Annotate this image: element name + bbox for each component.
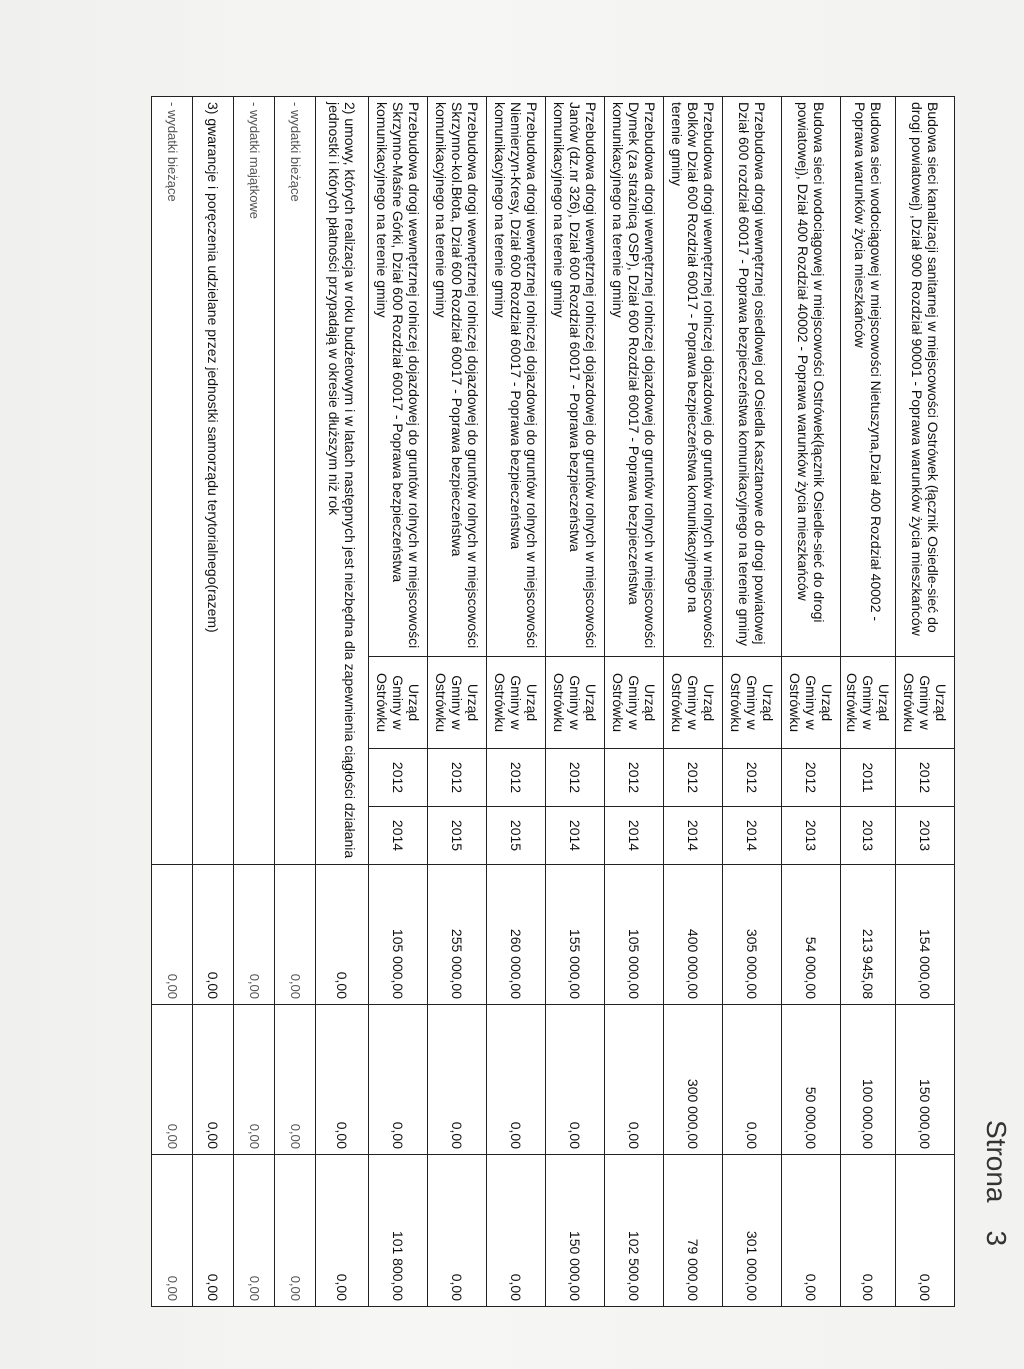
table-row — [723, 97, 782, 1307]
period-to: 2015 — [428, 807, 487, 865]
section-3-row — [193, 97, 234, 1307]
limit-year-2: 0,00 — [896, 1155, 955, 1307]
limit-year-2: 0,00 — [841, 1155, 896, 1307]
total-expenditure: 0,00 — [152, 865, 193, 1005]
period-from: 2012 — [664, 749, 723, 807]
responsible-unit: Urząd Gminy w Ostrówku — [841, 657, 896, 749]
total-expenditure: 0,00 — [316, 865, 369, 1005]
task-description: Przebudowa drogi wewnętrznej rolniczej dojazdowej do gruntów rolnych w miejscowości Skrzynno-Maśne Górki, Dział 600 Rozdział 60017 - Poprawa bezpieczeństwa komunikacyjnego na terenie gminy — [369, 97, 428, 657]
limit-year-2: 0,00 — [152, 1155, 193, 1307]
table-row — [428, 97, 487, 1307]
table-row — [369, 97, 428, 1307]
period-from: 2012 — [428, 749, 487, 807]
page-number: 3 — [981, 1230, 1012, 1247]
responsible-unit: Urząd Gminy w Ostrówku — [487, 657, 546, 749]
responsible-unit: Urząd Gminy w Ostrówku — [369, 657, 428, 749]
limit-year-1: 0,00 — [234, 1005, 275, 1155]
limit-year-1: 0,00 — [316, 1005, 369, 1155]
limit-year-1: 100 000,00 — [841, 1005, 896, 1155]
current-expenses-label: - wydatki bieżące — [275, 97, 316, 865]
section-2-label: 2) umowy, których realizacja w roku budżetowym i w latach następnych jest niezbędna dla zapewnienia ciągłości działania jednostki i których płatności przypadają w okresie dłuższym niż rok — [316, 97, 369, 865]
total-expenditure: 0,00 — [275, 865, 316, 1005]
period-from: 2012 — [896, 749, 955, 807]
limit-year-2: 150 000,00 — [546, 1155, 605, 1307]
limit-year-1: 0,00 — [605, 1005, 664, 1155]
limit-year-2: 102 500,00 — [605, 1155, 664, 1307]
limit-year-1: 0,00 — [723, 1005, 782, 1155]
period-to: 2013 — [896, 807, 955, 865]
task-description: Przebudowa drogi wewnętrznej rolniczej dojazdowej do gruntów rolnych w miejscowości Bolków Dział 600 Rozdział 60017 - Poprawa bezpieczeństwa komunikacyjnego na terenie gminy — [664, 97, 723, 657]
section-3-current-row — [152, 97, 193, 1307]
total-expenditure: 54 000,00 — [782, 865, 841, 1005]
responsible-unit: Urząd Gminy w Ostrówku — [664, 657, 723, 749]
limit-year-2: 101 800,00 — [369, 1155, 428, 1307]
limit-year-2: 0,00 — [428, 1155, 487, 1307]
period-from: 2012 — [546, 749, 605, 807]
period-to: 2014 — [723, 807, 782, 865]
limit-year-1: 0,00 — [487, 1005, 546, 1155]
responsible-unit: Urząd Gminy w Ostrówku — [782, 657, 841, 749]
period-to: 2015 — [487, 807, 546, 865]
section-3-label: 3) gwarancje i poręczenia udzielane przez jednostki samorządu terytorialnego(razem) — [193, 97, 234, 865]
table-row — [841, 97, 896, 1307]
limit-year-2: 0,00 — [782, 1155, 841, 1307]
limit-year-1: 0,00 — [152, 1005, 193, 1155]
period-from: 2012 — [605, 749, 664, 807]
total-expenditure: 105 000,00 — [605, 865, 664, 1005]
responsible-unit: Urząd Gminy w Ostrówku — [428, 657, 487, 749]
limit-year-1: 0,00 — [546, 1005, 605, 1155]
section-2-row — [316, 97, 369, 1307]
table-row — [664, 97, 723, 1307]
task-description: Przebudowa drogi wewnętrznej rolniczej dojazdowej do gruntów rolnych w miejscowości Skrzynno-kol.Błota, Dział 600 Rozdział 60017 - Poprawa bezpieczeństwa komunikacyjnego na terenie gminy — [428, 97, 487, 657]
capital-expenses-label: - wydatki majątkowe — [234, 97, 275, 865]
page-number-label — [980, 1120, 1012, 1246]
period-to: 2013 — [841, 807, 896, 865]
limit-year-2: 0,00 — [316, 1155, 369, 1307]
total-expenditure: 213 945,08 — [841, 865, 896, 1005]
period-from: 2012 — [782, 749, 841, 807]
limit-year-2: 301 000,00 — [723, 1155, 782, 1307]
limit-year-1: 0,00 — [369, 1005, 428, 1155]
total-expenditure: 305 000,00 — [723, 865, 782, 1005]
responsible-unit: Urząd Gminy w Ostrówku — [723, 657, 782, 749]
task-description: Przebudowa drogi wewnętrznej rolniczej dojazdowej do gruntów rolnych w miejscowości Janów (dz.nr 326), Dział 600 Rozdział 60017 - Poprawa bezpieczeństwa komunikacyjnego na terenie gminy — [546, 97, 605, 657]
total-expenditure: 105 000,00 — [369, 865, 428, 1005]
limit-year-1: 0,00 — [193, 1005, 234, 1155]
task-description: Budowa sieci wodociągowej w miejscowości Nietuszyna,Dział 400 Rozdział 40002 - Poprawa warunków życia mieszkańców — [841, 97, 896, 657]
total-expenditure: 0,00 — [234, 865, 275, 1005]
task-description: Przebudowa drogi wewnętrznej rolniczej dojazdowej do gruntów rolnych w miejscowości Dymek (za strażnicą OSP), Dział 600 Rozdział 60017 - Poprawa bezpieczeństwa komunikacyjnego na terenie gminy — [605, 97, 664, 657]
period-to: 2013 — [782, 807, 841, 865]
period-from: 2012 — [723, 749, 782, 807]
task-description: Budowa sieci wodociągowej w miejscowości Ostrówek(łącznik Osiedle-sieć do drogi powiatowej), Dział 400 Rozdział 40002 - Poprawa warunków życia mieszkańców — [782, 97, 841, 657]
rotated-sheet — [165, 80, 1015, 1320]
table-row — [487, 97, 546, 1307]
period-from: 2011 — [841, 749, 896, 807]
table-row — [782, 97, 841, 1307]
section-2-current-row — [275, 97, 316, 1307]
period-to: 2014 — [369, 807, 428, 865]
total-expenditure: 154 000,00 — [896, 865, 955, 1005]
limit-year-2: 0,00 — [275, 1155, 316, 1307]
period-from: 2012 — [369, 749, 428, 807]
limit-year-1: 50 000,00 — [782, 1005, 841, 1155]
limit-year-1: 300 000,00 — [664, 1005, 723, 1155]
period-from: 2012 — [487, 749, 546, 807]
table-row — [605, 97, 664, 1307]
limit-year-2: 0,00 — [234, 1155, 275, 1307]
period-to: 2014 — [605, 807, 664, 865]
total-expenditure: 155 000,00 — [546, 865, 605, 1005]
total-expenditure: 260 000,00 — [487, 865, 546, 1005]
limit-year-1: 0,00 — [275, 1005, 316, 1155]
limit-year-2: 0,00 — [487, 1155, 546, 1307]
page-label-text: Strona — [981, 1120, 1012, 1203]
task-description: Przebudowa drogi wewnętrznej rolniczej dojazdowej do gruntów rolnych w miejscowości Niemierzyn-Kresy, Dział 600 Rozdział 60017 - Poprawa bezpieczeństwa komunikacyjnego na terenie gminy — [487, 97, 546, 657]
total-expenditure: 255 000,00 — [428, 865, 487, 1005]
responsible-unit: Urząd Gminy w Ostrówku — [896, 657, 955, 749]
responsible-unit: Urząd Gminy w Ostrówku — [546, 657, 605, 749]
current-expenses-label: - wydatki bieżące — [152, 97, 193, 865]
limit-year-1: 150 000,00 — [896, 1005, 955, 1155]
period-to: 2014 — [546, 807, 605, 865]
section-2-capital-row — [234, 97, 275, 1307]
limit-year-2: 0,00 — [193, 1155, 234, 1307]
table-row — [546, 97, 605, 1307]
responsible-unit: Urząd Gminy w Ostrówku — [605, 657, 664, 749]
table-row — [896, 97, 955, 1307]
task-description: Budowa sieci kanalizacji sanitarnej w miejscowości Ostrówek (łącznik Osiedle-sieć do drogi powiatowej) ,Dział 900 Rozdział 90001 - Poprawa warunków życia mieszkańców — [896, 97, 955, 657]
limit-year-2: 79 000,00 — [664, 1155, 723, 1307]
task-description: Przebudowa drogi wewnętrznej osiedlowej od Osiedla Kasztanowe do drogi powiatowej Dział 600 rozdział 60017 - Poprawa bezpieczeństwa komunikacyjnego na terenie gminy — [723, 97, 782, 657]
investment-table — [151, 96, 955, 1307]
total-expenditure: 0,00 — [193, 865, 234, 1005]
total-expenditure: 400 000,00 — [664, 865, 723, 1005]
limit-year-1: 0,00 — [428, 1005, 487, 1155]
period-to: 2014 — [664, 807, 723, 865]
